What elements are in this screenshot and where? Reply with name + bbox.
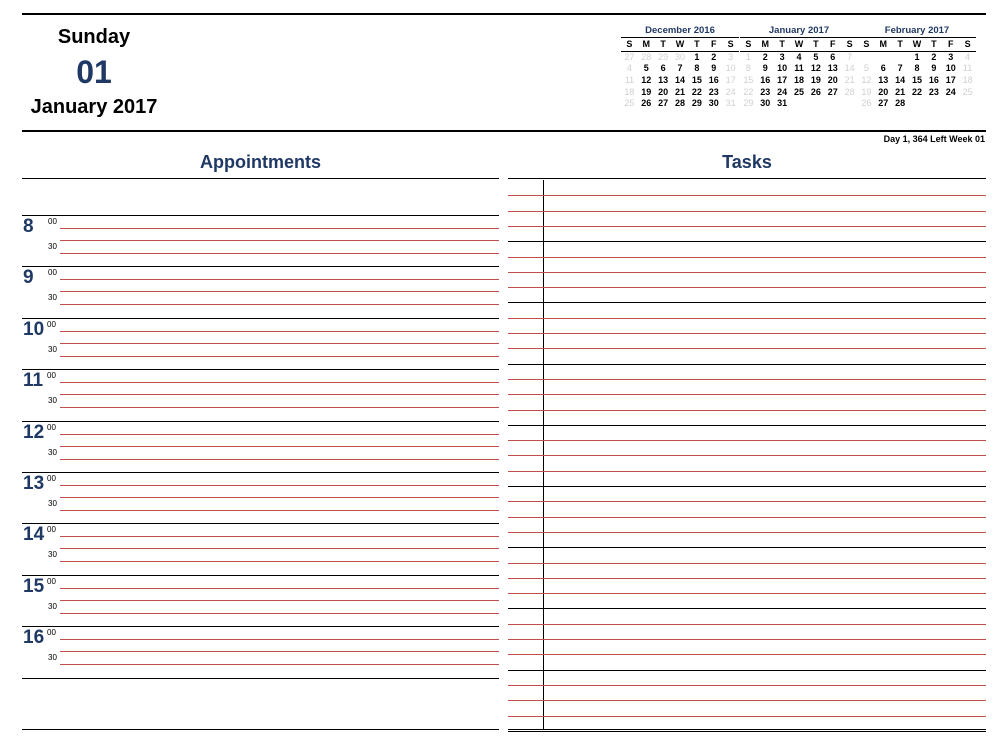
calendar-day[interactable]: 17 bbox=[725, 75, 736, 86]
calendar-day[interactable]: 8 bbox=[694, 63, 700, 74]
slot-rule bbox=[60, 600, 499, 601]
calendar-day bbox=[875, 52, 892, 64]
weekday-initial: S bbox=[959, 39, 976, 52]
calendar-day[interactable]: 4 bbox=[626, 63, 632, 74]
weekday-initial: F bbox=[942, 39, 959, 52]
hour-rule bbox=[22, 626, 499, 627]
minute-30-label: 30 bbox=[48, 345, 57, 354]
hour-rule bbox=[22, 215, 499, 216]
mini-calendar-title: December 2016 bbox=[621, 24, 739, 38]
task-rule bbox=[508, 211, 986, 212]
weekday-initial: F bbox=[705, 39, 722, 52]
calendar-day[interactable]: 26 bbox=[810, 86, 821, 97]
hour-label: 9 bbox=[23, 267, 34, 288]
slot-rule bbox=[60, 588, 499, 589]
slot-rule bbox=[60, 497, 499, 498]
slot-rule bbox=[60, 240, 499, 241]
tasks-title: Tasks bbox=[722, 152, 772, 172]
weekday-initial: T bbox=[807, 39, 824, 52]
mini-calendar-title: January 2017 bbox=[740, 24, 858, 38]
hour-rule bbox=[22, 421, 499, 422]
hour-rule bbox=[22, 369, 499, 370]
task-rule bbox=[508, 394, 986, 395]
minute-30-label: 30 bbox=[48, 448, 57, 457]
hour-rule bbox=[22, 318, 499, 319]
task-rule bbox=[508, 685, 986, 686]
calendar-day[interactable]: 12 bbox=[810, 63, 821, 74]
slot-rule bbox=[60, 536, 499, 537]
task-rule bbox=[508, 348, 986, 349]
task-rule bbox=[508, 410, 986, 411]
hour-rule bbox=[22, 266, 499, 267]
calendar-day[interactable]: 10 bbox=[725, 63, 736, 74]
task-rule bbox=[508, 318, 986, 319]
task-group-rule bbox=[508, 241, 986, 242]
weekday-initial: T bbox=[655, 39, 672, 52]
calendar-day bbox=[959, 98, 976, 110]
calendar-day[interactable]: 6 bbox=[830, 51, 836, 62]
calendar-day[interactable]: 22 bbox=[911, 86, 922, 97]
task-rule bbox=[508, 639, 986, 640]
weekday-initial: T bbox=[774, 39, 791, 52]
calendar-day[interactable]: 5 bbox=[813, 51, 819, 62]
calendar-day[interactable]: 21 bbox=[844, 75, 855, 86]
tasks-bottom-rule bbox=[508, 729, 986, 730]
calendar-day[interactable]: 26 bbox=[641, 98, 652, 109]
minute-00-label: 00 bbox=[48, 268, 57, 277]
calendar-day[interactable]: 14 bbox=[674, 75, 685, 86]
task-rule bbox=[508, 272, 986, 273]
slot-rule bbox=[60, 639, 499, 640]
calendar-day[interactable]: 5 bbox=[643, 63, 649, 74]
calendar-day[interactable]: 11 bbox=[962, 63, 973, 74]
calendar-day[interactable]: 6 bbox=[660, 63, 666, 74]
calendar-day[interactable]: 3 bbox=[779, 51, 785, 62]
weekday-initial: W bbox=[672, 39, 689, 52]
calendar-day[interactable]: 2 bbox=[762, 51, 768, 62]
calendar-day[interactable]: 20 bbox=[827, 75, 838, 86]
hour-label: 11 bbox=[23, 370, 44, 391]
minute-00-label: 00 bbox=[47, 371, 56, 380]
appointments-title: Appointments bbox=[200, 152, 321, 172]
minute-30-label: 30 bbox=[48, 293, 57, 302]
calendar-day[interactable]: 27 bbox=[827, 86, 838, 97]
slot-rule bbox=[60, 382, 499, 383]
calendar-day[interactable]: 1 bbox=[745, 51, 751, 62]
weekday-initial: T bbox=[892, 39, 909, 52]
minute-00-label: 00 bbox=[47, 474, 56, 483]
calendar-day[interactable]: 16 bbox=[928, 75, 939, 86]
calendar-day[interactable]: 16 bbox=[760, 75, 771, 86]
hour-label: 10 bbox=[23, 319, 45, 340]
hour-rule bbox=[22, 575, 499, 576]
calendar-day bbox=[841, 98, 858, 110]
weekday-initial: W bbox=[909, 39, 926, 52]
task-group-rule bbox=[508, 364, 986, 365]
calendar-day[interactable]: 8 bbox=[914, 63, 920, 74]
task-rule bbox=[508, 440, 986, 441]
calendar-day[interactable]: 27 bbox=[624, 51, 635, 62]
slot-rule bbox=[60, 343, 499, 344]
task-group-rule bbox=[508, 608, 986, 609]
task-group-rule bbox=[508, 670, 986, 671]
task-rule bbox=[508, 563, 986, 564]
calendar-day[interactable]: 12 bbox=[861, 75, 872, 86]
calendar-day[interactable]: 22 bbox=[691, 86, 702, 97]
minute-30-label: 30 bbox=[48, 550, 57, 559]
mini-calendar-grid bbox=[740, 39, 858, 110]
task-rule bbox=[508, 455, 986, 456]
hour-rule bbox=[22, 523, 499, 524]
slot-rule bbox=[60, 561, 499, 562]
mini-calendar-grid bbox=[621, 39, 739, 110]
weekday-initial: T bbox=[925, 39, 942, 52]
slot-rule bbox=[60, 304, 499, 305]
calendar-day[interactable]: 24 bbox=[945, 86, 956, 97]
calendar-day[interactable]: 5 bbox=[863, 63, 869, 74]
calendar-day[interactable]: 9 bbox=[762, 63, 768, 74]
day-name: Sunday bbox=[57, 26, 131, 48]
calendar-day[interactable]: 8 bbox=[745, 63, 751, 74]
slot-rule bbox=[60, 485, 499, 486]
header-divider bbox=[22, 130, 986, 132]
calendar-day[interactable]: 15 bbox=[691, 75, 702, 86]
calendar-day[interactable]: 3 bbox=[728, 51, 734, 62]
mini-calendar bbox=[858, 24, 976, 110]
calendar-day[interactable]: 30 bbox=[760, 98, 771, 109]
calendar-day[interactable]: 24 bbox=[725, 86, 736, 97]
calendar-day[interactable]: 1 bbox=[914, 51, 920, 62]
hour-label: 8 bbox=[23, 216, 34, 237]
calendar-day[interactable]: 13 bbox=[827, 63, 838, 74]
calendar-day[interactable]: 28 bbox=[674, 98, 685, 109]
hour-label: 12 bbox=[23, 422, 45, 443]
weekday-initial: T bbox=[688, 39, 705, 52]
minute-00-label: 00 bbox=[47, 423, 56, 432]
slot-rule bbox=[60, 253, 499, 254]
minute-30-label: 30 bbox=[48, 653, 57, 662]
task-group-rule bbox=[508, 486, 986, 487]
calendar-day[interactable]: 23 bbox=[760, 86, 771, 97]
calendar-day[interactable]: 13 bbox=[658, 75, 669, 86]
calendar-day[interactable]: 29 bbox=[691, 98, 702, 109]
calendar-day[interactable]: 12 bbox=[641, 75, 652, 86]
calendar-day[interactable]: 4 bbox=[796, 51, 802, 62]
calendar-day bbox=[909, 98, 926, 110]
hour-label: 13 bbox=[23, 473, 45, 494]
weekday-initial: F bbox=[824, 39, 841, 52]
top-border bbox=[22, 13, 986, 15]
calendar-day[interactable]: 30 bbox=[674, 51, 685, 62]
calendar-day[interactable]: 7 bbox=[897, 63, 903, 74]
calendar-day[interactable]: 18 bbox=[624, 86, 635, 97]
task-rule bbox=[508, 287, 986, 288]
slot-rule bbox=[60, 459, 499, 460]
calendar-day[interactable]: 1 bbox=[694, 51, 700, 62]
minute-00-label: 00 bbox=[47, 577, 56, 586]
slot-rule bbox=[60, 548, 499, 549]
hour-label: 15 bbox=[23, 576, 45, 597]
calendar-day[interactable]: 14 bbox=[844, 63, 855, 74]
minute-00-label: 00 bbox=[47, 628, 56, 637]
task-rule bbox=[508, 226, 986, 227]
calendar-day bbox=[925, 98, 942, 110]
calendar-day[interactable]: 15 bbox=[911, 75, 922, 86]
calendar-day[interactable]: 17 bbox=[945, 75, 956, 86]
calendar-day[interactable]: 19 bbox=[861, 86, 872, 97]
tasks-header-rule bbox=[508, 178, 986, 179]
task-rule bbox=[508, 257, 986, 258]
calendar-day[interactable]: 28 bbox=[844, 86, 855, 97]
calendar-day[interactable]: 9 bbox=[711, 63, 717, 74]
calendar-day bbox=[892, 52, 909, 64]
calendar-day[interactable]: 15 bbox=[743, 75, 754, 86]
minute-00-label: 00 bbox=[48, 217, 57, 226]
minute-30-label: 30 bbox=[48, 396, 57, 405]
calendar-day[interactable]: 31 bbox=[725, 98, 736, 109]
hour-label: 16 bbox=[23, 627, 45, 648]
calendar-day[interactable]: 10 bbox=[777, 63, 788, 74]
task-rule bbox=[508, 532, 986, 533]
calendar-day[interactable]: 22 bbox=[743, 86, 754, 97]
task-rule bbox=[508, 195, 986, 196]
weekday-initial: S bbox=[722, 39, 739, 52]
minute-00-label: 00 bbox=[47, 320, 56, 329]
task-rule bbox=[508, 716, 986, 717]
calendar-day[interactable]: 6 bbox=[880, 63, 886, 74]
calendar-day[interactable]: 19 bbox=[810, 75, 821, 86]
calendar-day[interactable]: 24 bbox=[777, 86, 788, 97]
task-rule bbox=[508, 578, 986, 579]
calendar-day[interactable]: 14 bbox=[895, 75, 906, 86]
calendar-day[interactable]: 16 bbox=[708, 75, 719, 86]
slot-rule bbox=[60, 228, 499, 229]
calendar-day[interactable]: 21 bbox=[895, 86, 906, 97]
calendar-day[interactable]: 18 bbox=[793, 75, 804, 86]
appointments-header-rule bbox=[22, 178, 499, 179]
weekday-initial: S bbox=[841, 39, 858, 52]
slot-rule bbox=[60, 510, 499, 511]
slot-rule bbox=[60, 356, 499, 357]
slot-rule bbox=[60, 651, 499, 652]
weekday-initial: S bbox=[740, 39, 757, 52]
slot-rule bbox=[60, 331, 499, 332]
weekday-initial: M bbox=[638, 39, 655, 52]
task-group-rule bbox=[508, 425, 986, 426]
task-rule bbox=[508, 501, 986, 502]
calendar-day[interactable]: 3 bbox=[948, 51, 954, 62]
calendar-day[interactable]: 25 bbox=[624, 98, 635, 109]
day-status: Day 1, 364 Left Week 01 bbox=[883, 134, 985, 144]
slot-rule bbox=[60, 394, 499, 395]
minute-30-label: 30 bbox=[48, 499, 57, 508]
weekday-initial: M bbox=[757, 39, 774, 52]
calendar-day bbox=[942, 98, 959, 110]
calendar-day[interactable]: 18 bbox=[962, 75, 973, 86]
calendar-day[interactable]: 9 bbox=[931, 63, 937, 74]
calendar-day bbox=[807, 98, 824, 110]
calendar-day[interactable]: 30 bbox=[708, 98, 719, 109]
task-rule bbox=[508, 654, 986, 655]
calendar-day[interactable]: 2 bbox=[711, 51, 717, 62]
calendar-day[interactable]: 7 bbox=[677, 63, 683, 74]
task-rule bbox=[508, 333, 986, 334]
minute-30-label: 30 bbox=[48, 242, 57, 251]
calendar-day[interactable]: 20 bbox=[658, 86, 669, 97]
calendar-day[interactable]: 27 bbox=[658, 98, 669, 109]
minute-30-label: 30 bbox=[48, 602, 57, 611]
calendar-day[interactable]: 7 bbox=[847, 51, 853, 62]
task-group-rule bbox=[508, 731, 986, 732]
calendar-day[interactable]: 13 bbox=[878, 75, 889, 86]
calendar-day[interactable]: 11 bbox=[794, 63, 804, 74]
calendar-day bbox=[824, 98, 841, 110]
weekday-initial: W bbox=[791, 39, 808, 52]
calendar-day[interactable]: 21 bbox=[674, 86, 685, 97]
calendar-day[interactable]: 23 bbox=[928, 86, 939, 97]
task-group-rule bbox=[508, 302, 986, 303]
weekday-initial: M bbox=[875, 39, 892, 52]
calendar-day[interactable]: 25 bbox=[793, 86, 804, 97]
slot-rule bbox=[60, 434, 499, 435]
weekday-initial: S bbox=[858, 39, 875, 52]
slot-rule bbox=[60, 446, 499, 447]
calendar-day bbox=[858, 52, 875, 64]
mini-calendar bbox=[740, 24, 858, 110]
calendar-day[interactable]: 23 bbox=[708, 86, 719, 97]
calendar-day[interactable]: 25 bbox=[962, 86, 973, 97]
task-rule bbox=[508, 593, 986, 594]
slot-rule bbox=[60, 664, 499, 665]
hour-rule bbox=[22, 678, 499, 679]
calendar-day[interactable]: 19 bbox=[641, 86, 652, 97]
task-rule bbox=[508, 471, 986, 472]
day-number: 01 bbox=[76, 54, 112, 90]
calendar-day[interactable]: 29 bbox=[743, 98, 754, 109]
calendar-day[interactable]: 28 bbox=[641, 51, 652, 62]
mini-calendar-title: February 2017 bbox=[858, 24, 976, 38]
calendar-day[interactable]: 4 bbox=[965, 51, 971, 62]
task-rule bbox=[508, 700, 986, 701]
hour-rule bbox=[22, 472, 499, 473]
calendar-day[interactable]: 11 bbox=[624, 75, 635, 86]
hour-label: 14 bbox=[23, 524, 45, 545]
mini-calendar-grid bbox=[858, 39, 976, 110]
task-rule bbox=[508, 379, 986, 380]
weekday-initial: S bbox=[621, 39, 638, 52]
mini-calendar bbox=[621, 24, 739, 110]
calendar-day[interactable]: 28 bbox=[895, 98, 906, 109]
task-rule bbox=[508, 624, 986, 625]
appointments-bottom-rule bbox=[22, 729, 499, 730]
slot-rule bbox=[60, 279, 499, 280]
calendar-day[interactable]: 27 bbox=[878, 98, 889, 109]
calendar-day[interactable]: 26 bbox=[861, 98, 872, 109]
calendar-day bbox=[791, 98, 808, 110]
task-rule bbox=[508, 517, 986, 518]
slot-rule bbox=[60, 613, 499, 614]
month-year: January 2017 bbox=[30, 96, 158, 118]
slot-rule bbox=[60, 291, 499, 292]
task-group-rule bbox=[508, 547, 986, 548]
slot-rule bbox=[60, 407, 499, 408]
calendar-day[interactable]: 17 bbox=[777, 75, 788, 86]
calendar-day[interactable]: 29 bbox=[658, 51, 669, 62]
minute-00-label: 00 bbox=[47, 525, 56, 534]
calendar-day[interactable]: 2 bbox=[931, 51, 937, 62]
calendar-day[interactable]: 31 bbox=[777, 98, 788, 109]
calendar-day[interactable]: 10 bbox=[945, 63, 956, 74]
calendar-day[interactable]: 20 bbox=[878, 86, 889, 97]
